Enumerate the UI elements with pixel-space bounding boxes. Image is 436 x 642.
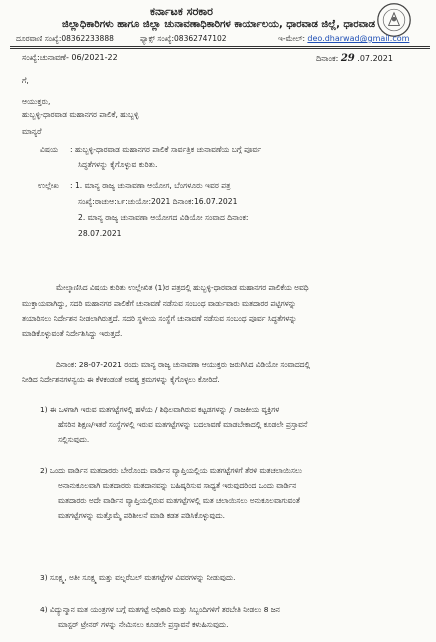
item-2-line-1: 2) ಒಂದು ವಾರ್ಡಿನ ಮತದಾರರು ಬೇರೊಂದು ವಾರ್ಡಿನ ವ್ಯಾಪ್ತಿಯಲ್ಲಿಯ ಮತಗಟ್ಟೆಗಳಿಗೆ ತೆರಳಿ ಮತಚಲಾಯಿಸಲು (40, 466, 302, 475)
office-heading: ಜಿಲ್ಲಾಧಿಕಾರಿಗಳು ಹಾಗೂ ಜಿಲ್ಲಾ ಚುನಾವಣಾಧಿಕಾರಿಗಳ ಕಾರ್ಯಾಲಯ, ಧಾರವಾಡ ಜಿಲ್ಲೆ, ಧಾರವಾಡ (62, 19, 376, 30)
subject-line-2: ಸಿದ್ಧತೆಗಳನ್ನು ಕೈಗೊಳ್ಳುವ ಕುರಿತು. (78, 160, 158, 169)
para1-line-4: ಮಾಡಿಕೊಳ್ಳುವಂತೆ ನಿರ್ದೇಶಿಸಿದ್ದು ಇರುತ್ತದೆ. (22, 329, 123, 338)
government-heading: ಕರ್ನಾಟಕ ಸರಕಾರ (150, 5, 213, 18)
header-divider-2 (10, 48, 430, 49)
subject-label: ವಿಷಯ (40, 145, 59, 154)
email-line: ಇ-ಮೇಲ್: deo.dharwad@gmail.com (278, 34, 410, 43)
recipient-title: ಆಯುಕ್ತರು, (22, 97, 51, 106)
subject-line-1: : ಹುಬ್ಬಳ್ಳಿ-ಧಾರವಾಡ ಮಹಾನಗರ ಪಾಲಿಕೆ ಸಾರ್ವತ್ರಿಕ ಚುನಾವಣೆಯ ಬಗ್ಗೆ ಪೂರ್ವ (70, 145, 262, 154)
reference-2-line-2: 28.07.2021 (78, 229, 122, 238)
recipient-office: ಹುಬ್ಬಳ್ಳಿ-ಧಾರವಾಡ ಮಹಾನಗರ ಪಾಲಿಕೆ, ಹುಬ್ಬಳ್ಳಿ (22, 110, 139, 119)
item-2-line-3: ಮತದಾರರು ಅದೇ ವಾರ್ಡಿನ ವ್ಯಾಪ್ತಿಯಲ್ಲಿರುವ ಮತಗಟ್ಟೆಗಳಲ್ಲಿ ಮತ ಚಲಾಯಿಸಲು ಅನುಕೂಲವಾಗುವಂತೆ (58, 496, 300, 505)
reference-1-line-1: : 1. ಮಾನ್ಯ ರಾಜ್ಯ ಚುನಾವಣಾ ಆಯೋಗ, ಬೆಂಗಳೂರು ಇವರ ಪತ್ರ (70, 181, 231, 190)
item-4-line-1: 4) ವಿದ್ಯುನ್ಮಾನ ಮತ ಯಂತ್ರಗಳ ಬಗ್ಗೆ ಮತಗಟ್ಟೆ ಅಧಿಕಾರಿ ಮತ್ತು ಸಿಬ್ಬಂದಿಗಳಿಗೆ ತರಬೇತಿ ನೀಡಲು 8 ಜನ (40, 605, 280, 614)
date-rest: .07.2021 (357, 54, 393, 63)
para2-line-1: ದಿನಾಂಕ: 28-07-2021 ರಂದು ಮಾನ್ಯ ರಾಜ್ಯ ಚುನಾವಣಾ ಆಯುಕ್ತರು ಜರುಗಿಸಿದ ವಿಡಿಯೋ ಸಂವಾದದಲ್ಲಿ (56, 360, 311, 369)
letter-date (316, 53, 393, 64)
item-2-line-2: ಅನಾನುಕೂಲವಾಗಿ ಮತದಾರರು ಮತದಾನವನ್ನು ಬಹಿಷ್ಕರಿಸುವ ಸಾಧ್ಯತೆ ಇರುವುದರಿಂದ ಒಂದು ವಾರ್ಡಿನ (58, 481, 297, 490)
item-1-line-1: 1) ಈ ಒಳಗಾಗಿ ಇರುವ ಮತಗಟ್ಟೆಗಳಲ್ಲಿ ಹಳೆಯ / ಶಿಥಿಲವಾಗಿರುವ ಕಟ್ಟಡಗಳನ್ನು / ರಾಜಕೀಯ ವ್ಯಕ್ತಿಗಳ (40, 405, 280, 414)
reference-2-line-1: 2. ಮಾನ್ಯ ರಾಜ್ಯ ಚುನಾವಣಾ ಆಯೋಗದ ವಿಡಿಯೋ ಸಂವಾದ ದಿನಾಂಕ: (78, 213, 249, 222)
email-label: ಇ-ಮೇಲ್ (278, 34, 303, 43)
date-day-handwritten: 29 (340, 53, 355, 64)
para1-line-1: ಮೇಲ್ಕಾಣಿಸಿದ ವಿಷಯ ಕುರಿತು ಉಲ್ಲೇಖಿತ (1)ರ ಪತ್ರದಲ್ಲಿ ಹುಬ್ಬಳ್ಳಿ-ಧಾರವಾಡ ಮಹಾನಗರ ಪಾಲಿಕೆಯ ಅವಧಿ (56, 283, 309, 292)
para2-line-2: ನೀಡಿದ ನಿರ್ದೇಶನಗಳನ್ವಯ ಈ ಕೆಳಕಂಡಂತೆ ಅವಶ್ಯ ಕ್ರಮಗಳನ್ನು ಕೈಗೊಳ್ಳಲು ಕೋರಿದೆ. (22, 375, 220, 384)
item-1-line-3: ಸಲ್ಲಿಸುವುದು. (58, 435, 90, 444)
email-link[interactable]: deo.dharwad@gmail.com (307, 34, 410, 43)
para1-line-3: ತಯಾರಿಸಲು ನಿರ್ದೇಶನ ನೀಡಲಾಗಿರುತ್ತದೆ. ಸದರಿ ಸ್ಥಳೀಯ ಸಂಸ್ಥೆಗೆ ಚುನಾವಣೆ ನಡೆಸುವ ಸಂಬಂಧ ಪೂರ್ವ ಸಿದ್ಧತೆಗಳನ್ನು (22, 314, 297, 323)
to-label: ಗೆ, (22, 76, 29, 85)
header-divider (10, 46, 430, 47)
fax-number: ಫ್ಯಾಕ್ಸ್ ಸಂಖ್ಯೆ:08362747102 (140, 34, 227, 43)
reference-number: ಸಂಖ್ಯೆ:ಚುನಾವಣೆ- 06/2021-22 (22, 53, 118, 62)
government-seal-icon (376, 2, 412, 38)
phone-number: ದೂರವಾಣಿ ಸಂಖ್ಯೆ:08362233888 (16, 34, 114, 43)
para1-line-2: ಮುಕ್ತಾಯವಾಗಿದ್ದು, ಸದರಿ ಮಹಾನಗರ ಪಾಲಿಕೆಗೆ ಚುನಾವಣೆ ನಡೆಸುವ ಸಂಬಂಧ ವಾರ್ಡುವಾರು ಮತದಾರರ ಪಟ್ಟಿಗಳನ್ನು (22, 299, 297, 308)
item-4-line-2: ಮಾಸ್ಟರ್ ಟ್ರೇನರ್ ಗಳನ್ನು ನೇಮಿಸಲು ಕೂಡಲೇ ಪ್ರಸ್ತಾವನೆ ಕಳುಹಿಸುವುದು. (58, 620, 229, 629)
item-2-line-4: ಮತಗಟ್ಟೆಗಳನ್ನು ಮತ್ತೊಮ್ಮೆ ಪರಿಶೀಲನೆ ಮಾಡಿ ಕಡತ ಪಡಿಸಿಕೊಳ್ಳುವುದು. (58, 511, 225, 520)
item-1-line-2: ಹೆಸರಿನ ಶಿಕ್ಷಣ/ಇತರೆ ಸಂಸ್ಥೆಗಳಲ್ಲಿ ಇರುವ ಮತಗಟ್ಟೆಗಳನ್ನು ಬದಲಾವಣೆ ಮಾಡಬೇಕಾದಲ್ಲಿ ಕೂಡಲೇ ಪ್ರಸ್ತಾವನೆ (58, 420, 308, 429)
item-3-line-1: 3) ಸೂಕ್ಷ್ಮ, ಅತೀ ಸೂಕ್ಷ್ಮ ಮತ್ತು ವಲ್ನರೆಬಲ್ ಮತಗಟ್ಟೆಗಳ ವಿವರಗಳನ್ನು ನೀಡುವುದು. (40, 573, 236, 582)
salutation: ಮಾನ್ಯರೆ (22, 127, 42, 136)
references-label: ಉಲ್ಲೇಖ (38, 181, 59, 190)
date-label: ದಿನಾಂಕ: (316, 54, 339, 63)
reference-1-line-2: ಸಂಖ್ಯೆ:ರಾಚುಆ:೬೯:ಚುಯೋ:2021 ದಿನಾಂಕ:16.07.2021 (78, 197, 238, 206)
